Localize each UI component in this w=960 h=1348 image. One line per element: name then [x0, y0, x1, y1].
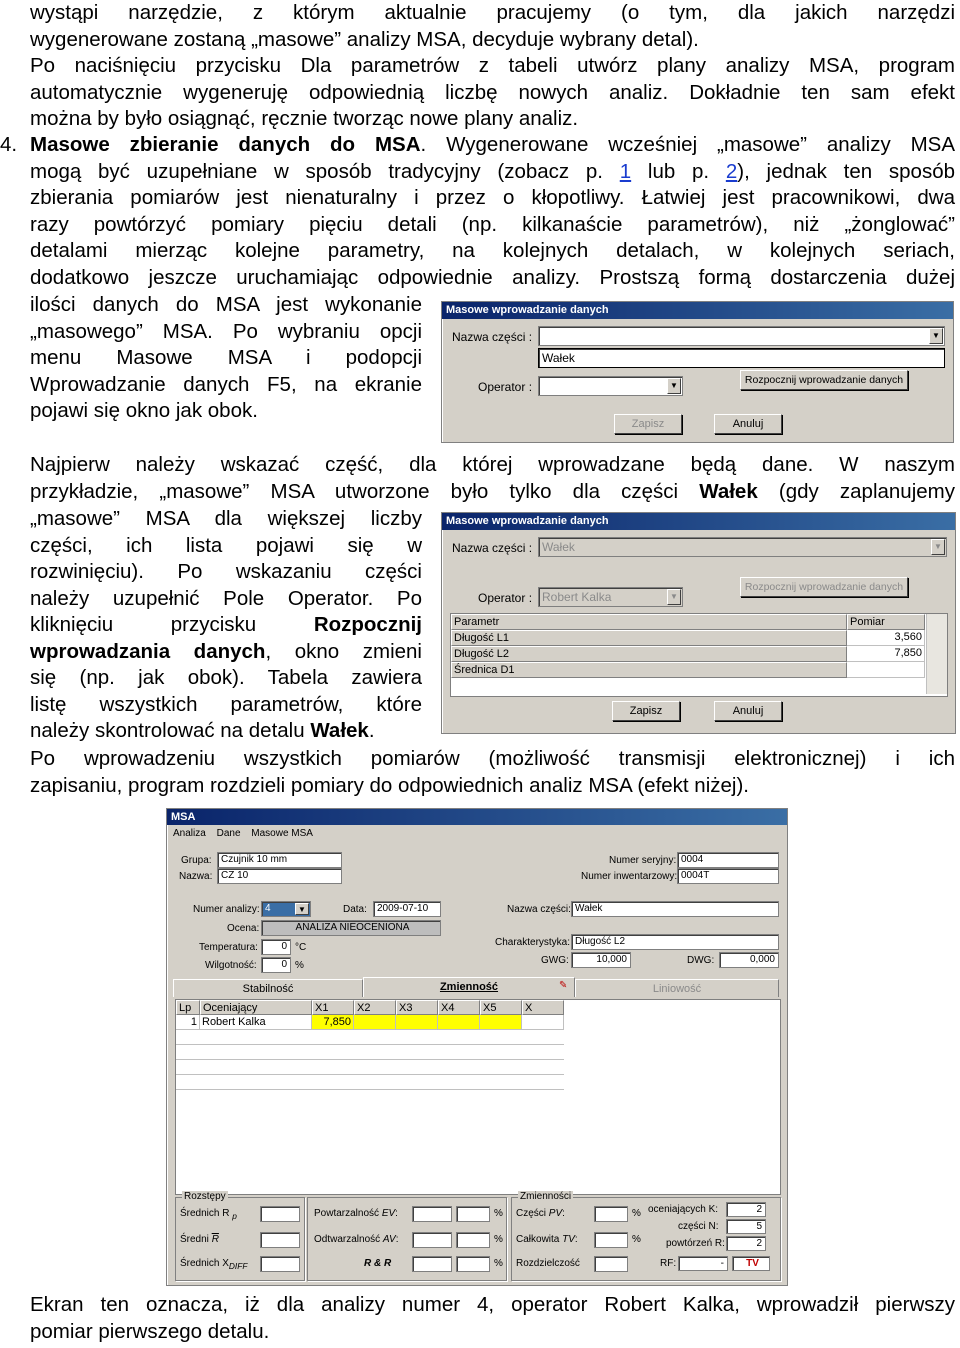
text-line: zbierania pomiarów jest nienaturalny i przez o kłopotliwy. Łatwiej jest pracownikowi, dwa: [30, 186, 955, 209]
value-field: [260, 1206, 300, 1222]
chevron-down-icon[interactable]: ▼: [931, 539, 945, 555]
link-section-2[interactable]: 2: [725, 159, 738, 183]
czesci-n-label: części N:: [678, 1221, 719, 1232]
menu-item-masowe-msa[interactable]: Masowe MSA: [251, 828, 313, 839]
section-title: Masowe zbieranie danych do MSA: [30, 133, 421, 156]
analysis-number-label: Numer analizy:: [193, 904, 260, 915]
intro-paragraph: [30, 0, 955, 133]
text: Średnich X: [180, 1258, 229, 1269]
text: ), jednak ten sposób: [737, 159, 956, 183]
text-line: [30, 159, 955, 186]
rr-group: [307, 1197, 507, 1281]
column-header-parameter[interactable]: Parametr: [451, 614, 847, 630]
analysis-number-value: 4: [265, 903, 271, 914]
text-line: menu Masowe MSA i podopcji: [30, 346, 422, 369]
vertical-scrollbar[interactable]: [926, 614, 947, 694]
text-line: razy powtórzyć pomiary pięciu detali (np. kilkanaście parametrów), niż „żonglować”: [30, 212, 955, 236]
text: (gdy zaplanujemy: [757, 479, 955, 503]
text: Średnich R: [180, 1208, 230, 1219]
text: AV: [382, 1234, 396, 1245]
text: DIFF: [228, 1261, 248, 1271]
menu-item-analiza[interactable]: Analiza: [173, 828, 206, 839]
column-header[interactable]: Lp: [176, 1000, 200, 1015]
value-field: [260, 1256, 300, 1272]
table-row-header: Długość L2: [451, 646, 847, 662]
text-line: się (np. jak obok). Tabela zawiera: [30, 666, 422, 689]
characteristic-label: Charakterystyka:: [495, 937, 571, 948]
inventory-value: 0004T: [681, 870, 710, 881]
part-select[interactable]: [538, 326, 945, 346]
text-line: dodatkowo jeszcze uruchamiając odpowiednie analizy. Prostszą formą dostarczenia dużej: [30, 265, 955, 289]
measurement-grid: [175, 999, 781, 1195]
value-field: [456, 1232, 490, 1248]
row-number: 1: [176, 1015, 200, 1030]
inventory-label: Numer inwentarzowy:: [581, 871, 678, 882]
czesci-n-value: 5: [726, 1219, 766, 1234]
text-line: ilości danych do MSA jest wykonanie: [30, 293, 422, 316]
group-title: Zmienności: [520, 1191, 572, 1202]
text-line: wygenerowane zostaną „masowe” analizy MSA, decyduje wybrany detal).: [30, 27, 699, 51]
rf-value: [678, 1256, 728, 1271]
table-row-header: Długość L1: [451, 630, 847, 646]
ocena-value: ANALIZA NIEOCENIONA: [295, 922, 410, 933]
characteristic-value: Długość L2: [575, 936, 626, 947]
column-header[interactable]: X5: [480, 1000, 522, 1015]
x5-cell[interactable]: [480, 1015, 522, 1030]
ocen-k-value: 2: [726, 1202, 766, 1217]
grupa-value: Czujnik 10 mm: [221, 854, 288, 865]
cancel-button[interactable]: Anuluj: [714, 414, 782, 434]
value-field: [412, 1206, 452, 1222]
paragraph-2-side-text: [30, 506, 422, 745]
column-header-measurement[interactable]: Pomiar: [847, 614, 925, 630]
serial-field[interactable]: [677, 852, 779, 868]
text-line: [30, 132, 955, 159]
powt-r-label: powtórzeń R:: [666, 1238, 725, 1249]
label: R & R: [364, 1258, 392, 1269]
nazwa-label: Nazwa:: [179, 871, 213, 882]
column-header[interactable]: X4: [438, 1000, 480, 1015]
ruler-icon[interactable]: ✎: [559, 980, 568, 991]
link-section-1[interactable]: 1: [619, 159, 632, 183]
label: [180, 1234, 219, 1245]
table-row-header: Średnica D1: [451, 662, 847, 678]
text-line: rozwinięciu). Po wskazaniu części: [30, 560, 422, 583]
date-field[interactable]: [373, 901, 441, 917]
operator-label: Operator :: [478, 380, 533, 394]
tab-liniowosc[interactable]: Liniowość: [575, 979, 779, 997]
window-title: Masowe wprowadzanie danych: [442, 302, 953, 319]
dwg-label: DWG:: [687, 955, 715, 966]
text-line: wystąpi narzędzie, z którym aktualnie pracujemy (o tym, dla jakich narzędzi: [30, 1, 955, 24]
text-line: „masowego” MSA. Po wybraniu opcji: [30, 319, 422, 343]
operator-label: Operator :: [478, 591, 533, 605]
measurement-cell[interactable]: 7,850: [847, 646, 925, 662]
column-header[interactable]: Oceniający: [200, 1000, 312, 1015]
grid-empty-rows: [176, 1030, 564, 1090]
value-field: [456, 1206, 490, 1222]
humidity-value: 0: [281, 959, 287, 970]
analysis-number-select[interactable]: [261, 901, 311, 917]
paragraph-3: [30, 746, 955, 799]
text: przykładzie, „masowe” MSA utworzone było tylko dla części: [30, 479, 700, 503]
window-title: Masowe wprowadzanie danych: [442, 513, 955, 530]
cancel-button[interactable]: Anuluj: [714, 701, 782, 721]
paragraph-2: [30, 452, 955, 505]
footer-paragraph: [30, 1292, 955, 1345]
text: Powtarzalność: [314, 1208, 380, 1219]
humidity-field[interactable]: [261, 957, 291, 973]
x2-cell[interactable]: [354, 1015, 396, 1030]
gwg-label: GWG:: [541, 955, 569, 966]
text-bold: Wałek: [310, 719, 369, 742]
text-line: [30, 718, 422, 745]
rozstepy-group: [175, 1191, 305, 1281]
text-line: pomiar pierwszego detalu.: [30, 1319, 270, 1343]
nazwa-value: CZ 10: [221, 870, 249, 881]
operator-select[interactable]: [538, 376, 683, 396]
text-line: Po naciśnięciu przycisku Dla parametrów z tabeli utwórz plany analizy MSA, program: [30, 54, 955, 77]
inventory-field[interactable]: [677, 868, 779, 884]
text: . Wygenerowane wcześniej „masowe” analizy MSA: [420, 133, 955, 156]
text: EV: [381, 1208, 396, 1219]
tab-strip: [173, 977, 779, 997]
tab-zmiennosc[interactable]: Zmienność: [363, 977, 575, 997]
column-header[interactable]: X3: [396, 1000, 438, 1015]
text: Części: [516, 1208, 547, 1219]
column-header[interactable]: X1: [312, 1000, 354, 1015]
percent-unit: %: [494, 1208, 503, 1219]
text: .: [368, 719, 375, 742]
ocena-label: Ocena:: [227, 923, 260, 934]
operator-select[interactable]: [538, 587, 683, 607]
value-field: [412, 1232, 452, 1248]
text: TV: [562, 1234, 575, 1245]
text: mogą być uzupełniane w sposób tradycyjny (zobacz p.: [30, 159, 620, 183]
temperature-unit: °C: [295, 942, 307, 953]
text-line: zapisaniu, program rozdzieli pomiary do odpowiednich analiz MSA (efekt niżej).: [30, 773, 749, 797]
part-name-value: Wałek: [575, 903, 603, 914]
save-button[interactable]: Zapisz: [614, 414, 682, 434]
label: Powtarzalność EV:: [314, 1208, 398, 1219]
percent-unit: %: [494, 1258, 503, 1269]
label: [180, 1258, 247, 1271]
text: należy skontrolować na detalu: [30, 719, 311, 742]
part-name-label: Nazwa części:: [507, 904, 571, 915]
x-mean-cell: [522, 1015, 564, 1030]
value-field: [456, 1256, 490, 1272]
value-field: [260, 1232, 300, 1248]
tv-badge: TV: [732, 1256, 770, 1271]
msa-main-window: [166, 808, 788, 1286]
text-line: [30, 612, 422, 639]
percent-unit: %: [632, 1208, 641, 1219]
dwg-value: 0,000: [749, 954, 775, 965]
label: Odtwarzalność AV:: [314, 1234, 399, 1245]
gwg-value: 10,000: [596, 954, 627, 965]
x4-cell[interactable]: [438, 1015, 480, 1030]
zmiennosci-group: [511, 1191, 781, 1281]
text-line: „masowe” MSA dla większej liczby: [30, 507, 422, 530]
label: [180, 1208, 237, 1221]
temperature-field[interactable]: [261, 939, 291, 955]
group-title: Rozstępy: [184, 1191, 226, 1202]
nazwa-field[interactable]: [217, 868, 342, 884]
label: Całkowita TV:: [516, 1234, 578, 1245]
part-dropdown-list[interactable]: [538, 348, 945, 368]
list-item[interactable]: Wałek: [542, 351, 575, 365]
section-number: 4.: [0, 133, 18, 156]
date-label: Data:: [343, 904, 367, 915]
text: kliknięciu przycisku: [30, 613, 314, 636]
menu-bar: [167, 826, 787, 842]
part-label: Nazwa części :: [452, 541, 533, 555]
mass-input-window-table: [441, 512, 956, 734]
label: Części PV:: [516, 1208, 565, 1219]
text: Odtwarzalność: [314, 1234, 381, 1245]
text: $\overline{R}$: [211, 1234, 219, 1245]
text: , okno zmieni: [265, 639, 422, 663]
part-select[interactable]: [538, 537, 947, 557]
gwg-field[interactable]: [571, 952, 631, 968]
text-line: Po wprowadzeniu wszystkich pomiarów (możliwość transmisji elektronicznej) i ich: [30, 747, 955, 770]
text-bold: Wałek: [699, 479, 758, 503]
value-field: [594, 1256, 628, 1272]
ocena-field: [261, 920, 441, 936]
window-title: MSA: [167, 809, 787, 825]
x1-cell[interactable]: 7,850: [312, 1015, 354, 1030]
part-name-field[interactable]: [571, 901, 779, 917]
humidity-label: Wilgotność:: [205, 960, 257, 971]
x3-cell[interactable]: [396, 1015, 438, 1030]
rf-label: RF:: [660, 1258, 677, 1269]
text-line: listę wszystkich parametrów, które: [30, 692, 422, 716]
section-4-side-text: [30, 292, 422, 425]
text: Całkowita: [516, 1234, 560, 1245]
mass-input-window-initial: [441, 301, 954, 443]
text: PV: [548, 1208, 563, 1219]
chevron-down-icon[interactable]: ▼: [667, 589, 681, 605]
percent-unit: %: [632, 1234, 641, 1245]
tab-stabilnosc[interactable]: Stabilność: [173, 979, 363, 997]
percent-unit: %: [494, 1234, 503, 1245]
text: p: [232, 1211, 237, 1221]
menu-item-dane[interactable]: Dane: [216, 828, 241, 839]
grupa-label: Grupa:: [181, 855, 212, 866]
measurement-cell[interactable]: [847, 662, 925, 678]
start-input-button[interactable]: Rozpocznij wprowadzanie danych: [740, 370, 908, 390]
dwg-field[interactable]: [719, 952, 779, 968]
temperature-label: Temperatura:: [199, 942, 258, 953]
text-line: [30, 639, 422, 666]
text-line: Najpierw należy wskazać część, dla której wprowadzane będą dane. W naszym: [30, 453, 955, 476]
chevron-down-icon[interactable]: ▼: [929, 328, 943, 344]
rf-dash: -: [720, 1258, 724, 1269]
column-header[interactable]: X2: [354, 1000, 396, 1015]
text-line: Ekran ten oznacza, iż dla analizy numer 4, operator Robert Kalka, wprowadził pierwszy: [30, 1293, 955, 1316]
text: Średni: [180, 1234, 209, 1245]
text-line: Wprowadzanie danych F5, na ekranie: [30, 372, 422, 396]
serial-label: Numer seryjny:: [609, 855, 677, 866]
text-bold: wprowadzania danych: [30, 639, 266, 663]
operator-value: Robert Kalka: [542, 590, 612, 604]
value-field: [412, 1256, 452, 1272]
text-bold: Rozpocznij: [313, 613, 422, 636]
save-button[interactable]: Zapisz: [612, 701, 680, 721]
chevron-down-icon[interactable]: ▼: [667, 378, 681, 394]
text-line: można by było osiągnąć, ręcznie tworząc nowe plany analiz.: [30, 107, 579, 130]
characteristic-field[interactable]: [571, 934, 779, 950]
text-line: automatycznie wygeneruję odpowiednią liczbę nowych analiz. Dokładnie ten sam efekt: [30, 80, 955, 104]
text-line: należy uzupełnić Pole Operator. Po: [30, 586, 422, 610]
label: Rozdzielczość: [516, 1258, 580, 1269]
value-field: [594, 1206, 628, 1222]
value-field: [594, 1232, 628, 1248]
chevron-down-icon[interactable]: ▼: [295, 903, 309, 915]
powt-r-value: 2: [726, 1236, 766, 1251]
part-value: Wałek: [542, 540, 575, 554]
start-input-button[interactable]: Rozpocznij wprowadzanie danych: [740, 577, 908, 597]
section-4: [0, 132, 956, 291]
text: lub p.: [631, 159, 726, 183]
text-line: części, ich lista pojawi się w: [30, 533, 422, 557]
column-header[interactable]: X: [522, 1000, 564, 1015]
serial-value: 0004: [681, 854, 704, 865]
date-value: 2009-07-10: [377, 903, 429, 914]
ocen-k-label: oceniających K:: [648, 1204, 719, 1215]
text-line: [30, 479, 955, 506]
part-label: Nazwa części :: [452, 330, 533, 344]
humidity-unit: %: [295, 960, 304, 971]
parameter-table: [450, 613, 948, 697]
text-line: pojawi się okno jak obok.: [30, 399, 258, 422]
temperature-value: 0: [281, 941, 287, 952]
operator-cell[interactable]: Robert Kalka: [200, 1015, 312, 1030]
text-line: detalami mierząc kolejne parametry, na kolejnych detalach, w kolejnych seriach,: [30, 239, 955, 262]
grupa-field[interactable]: [217, 852, 342, 868]
measurement-cell[interactable]: 3,560: [847, 630, 925, 646]
